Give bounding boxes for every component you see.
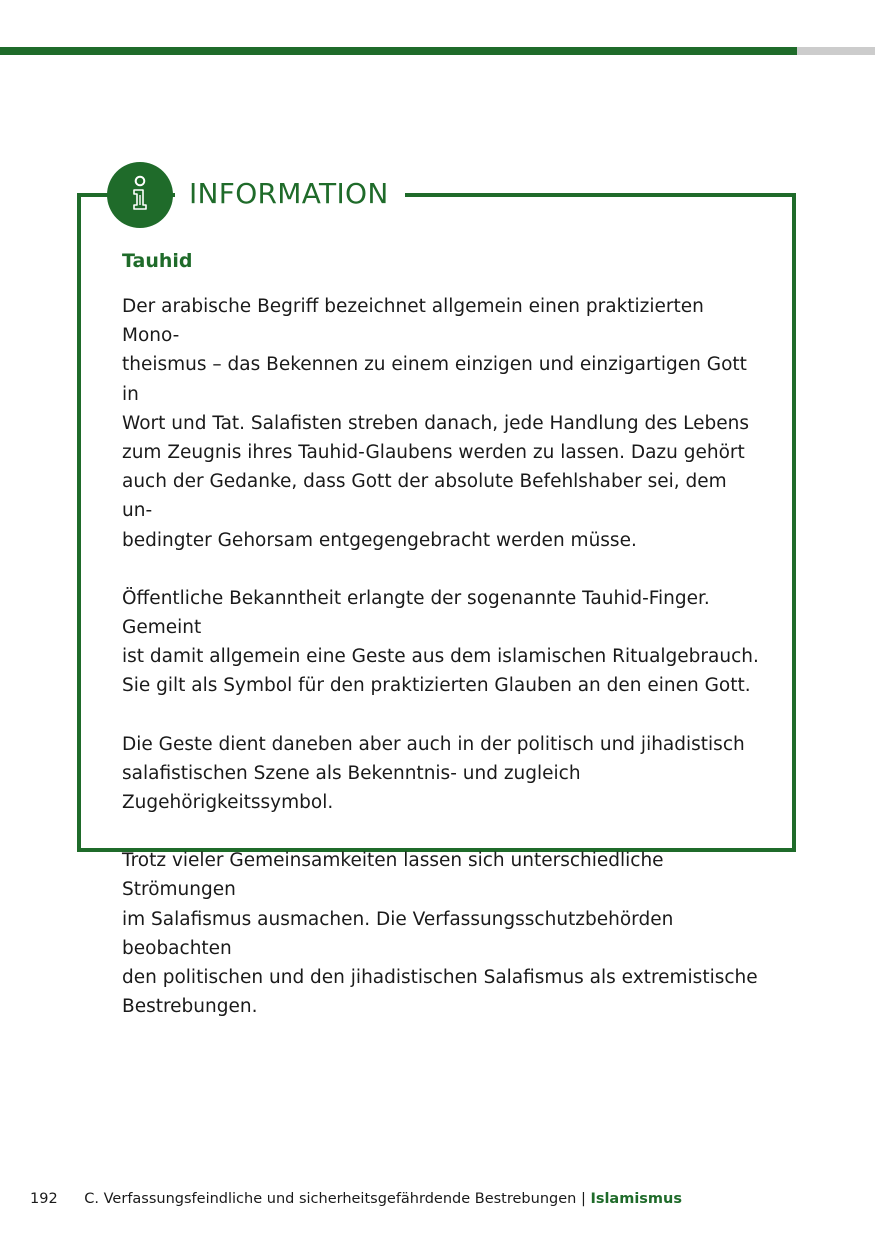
text-line: zum Zeugnis ihres Tauhid-Glaubens werden zu lassen. Dazu gehört [122,442,745,464]
info-icon [107,162,173,228]
text-line: Sie gilt als Symbol für den praktizierten Glauben an den einen Gott. [122,675,751,697]
text-line: auch der Gedanke, dass Gott der absolute Befehlshaber sei, dem un- [122,471,727,522]
paragraph-3 [122,730,762,818]
paragraph-4 [122,846,762,1021]
page-number: 192 [30,1191,58,1207]
subheading-tauhid: Tauhid [122,250,193,272]
text-line: Die Geste dient daneben aber auch in der politisch und jihadistisch [122,733,745,755]
information-content [122,247,762,1050]
text-line: Der arabische Begriff bezeichnet allgemein einen praktizierten Mono- [122,296,704,347]
information-heading: INFORMATION [189,177,389,210]
text-line: im Salafismus ausmachen. Die Verfassungsschutzbehörden beobachten [122,908,674,959]
text-line: Wort und Tat. Salafisten streben danach, jede Handlung des Lebens [122,412,749,434]
text-line: Öffentliche Bekanntheit erlangte der sogenannte Tauhid-Finger. Gemeint [122,587,710,639]
footer-chapter: C. Verfassungsfeindliche und sicherheitsgefährdende Bestrebungen [84,1191,577,1207]
top-accent-bar-end [797,47,875,55]
top-accent-bar [0,47,797,55]
text-line: den politischen und den jihadistischen Salafismus als extremistische [122,967,758,989]
page-footer [30,1188,830,1210]
text-line: salafistischen Szene als Bekenntnis- und zugleich Zugehörigkeitssymbol. [122,762,581,814]
text-line: ist damit allgemein eine Geste aus dem islamischen Ritualgebrauch. [122,646,759,668]
text-line: Trotz vieler Gemeinsamkeiten lassen sich unterschiedliche Strömungen [122,850,664,901]
paragraph-2 [122,584,762,701]
paragraph-1 [122,292,762,555]
information-heading-wrap [175,172,405,216]
text-line: bedingter Gehorsam entgegengebracht werden müsse. [122,529,637,551]
text-line: Bestrebungen. [122,996,258,1018]
footer-separator: | [580,1191,586,1207]
footer-section: Islamismus [590,1191,682,1207]
text-line: theismus – das Bekennen zu einem einzigen und einzigartigen Gott in [122,354,747,405]
